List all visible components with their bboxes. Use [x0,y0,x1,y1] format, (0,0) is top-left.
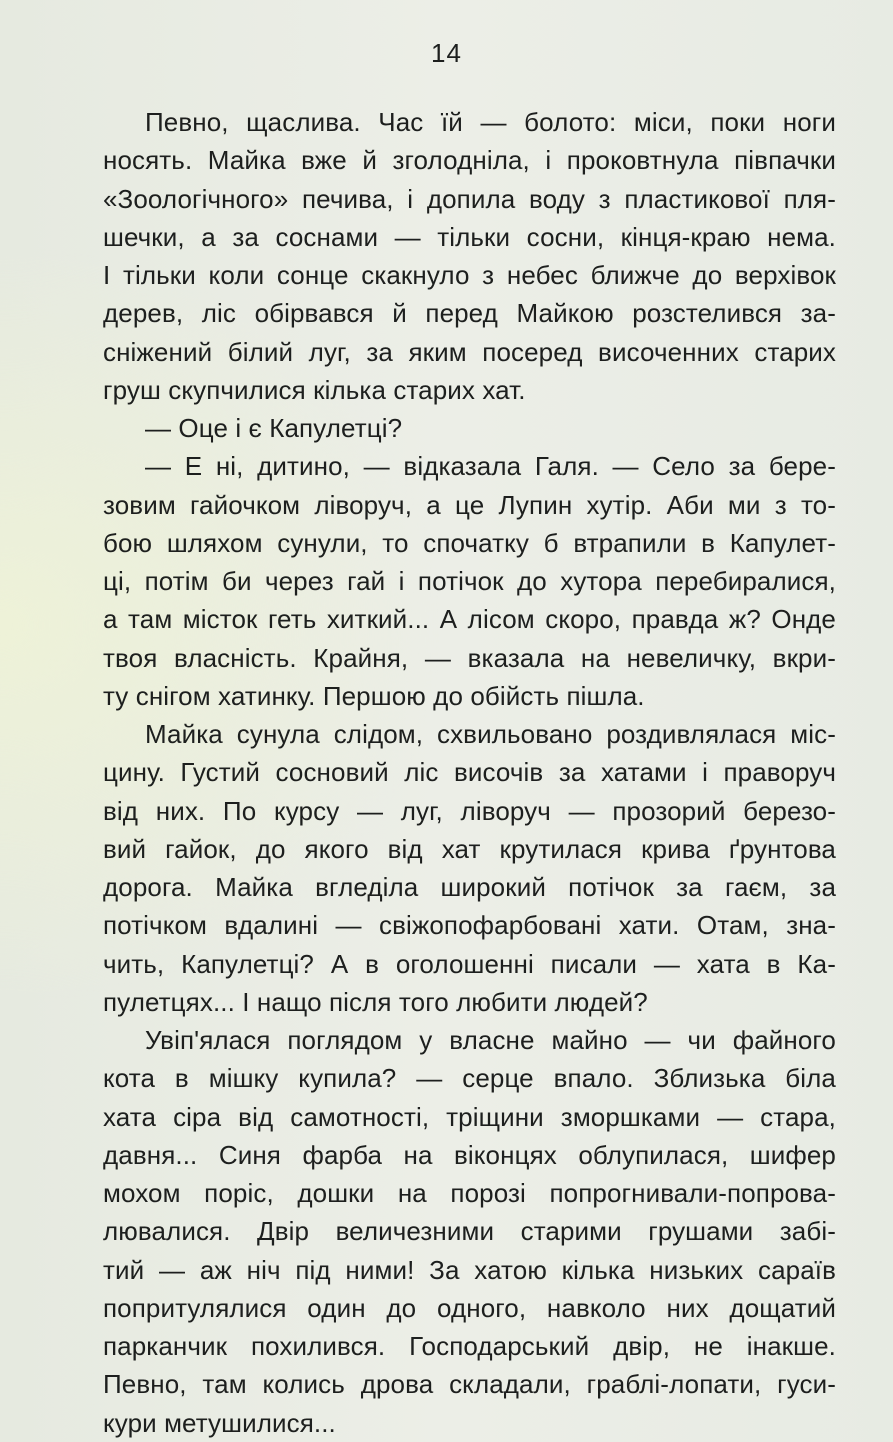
text-line: Майка сунула слідом, схвильовано роздивлялася міс- [145,719,836,749]
text-line: кури метушилися... [103,1407,336,1438]
text-line: — Е ні, дитино, — відказала Галя. — Село за бере- [145,451,836,482]
text-line: пулетцях... І нащо після того любити людей? [103,986,648,1017]
text-line: від них. По курсу — луг, ліворуч — прозорий березо- [103,795,836,826]
page-number: 14 [431,38,462,68]
text-line: груш скупчилися кілька старих хат. [103,374,526,405]
text-line: а там місток геть хиткий... А лісом скоро, правда ж? Онде [103,604,836,635]
text-line: сніжений білий луг, за яким посеред височенних старих [103,336,836,367]
text-line: хата сіра від самотності, тріщини зморшками — стара, [103,1101,836,1132]
text-line: потічком вдалині — свіжопофарбовані хати. Отам, зна- [103,910,836,941]
text-line: ту снігом хатинку. Першою до обійсть пішла. [103,680,645,711]
text-line: попритулялися один до одного, навколо них дощатий [103,1292,836,1323]
text-line: носять. Майка вже й зголодніла, і проковтнула півпачки [103,145,836,176]
text-line: вий гайок, до якого від хат крутилася крива ґрунтова [103,833,836,864]
text-line: кота в мішку купила? — серце впало. Зблизька біла [103,1063,836,1094]
text-line: дерев, ліс обірвався й перед Майкою розстелився за- [103,298,836,329]
body-text [103,103,836,1442]
text-line: Увіп'ялася поглядом у власне майно — чи файного [145,1025,836,1055]
text-line: зовим гайочком ліворуч, а це Лупин хутір. Аби ми з то- [103,489,836,520]
text-line: цину. Густий сосновий ліс височів за хатами і праворуч [103,757,836,788]
text-line: бою шляхом сунули, то спочатку б втрапили в Капулет- [103,527,836,558]
text-line: дорога. Майка вгледіла широкий потічок за гаєм, за [103,872,836,902]
text-line: давня... Синя фарба на віконцях облупилася, шифер [103,1139,836,1170]
text-line: чить, Капулетці? А в оголошенні писали — хата в Ка- [103,948,836,979]
text-line: Певно, там колись дрова складали, граблі-лопати, гуси- [103,1369,836,1400]
text-line: ці, потім би через гай і потічок до хутора перебиралися, [103,566,836,596]
text-line: твоя власність. Крайня, — вказала на невеличку, вкри- [103,642,836,673]
text-line: «Зоологічного» печива, і допила воду з пластикової пля- [103,183,836,214]
text-line: парканчик похилився. Господарський двір, не інакше. [103,1331,836,1361]
text-line: І тільки коли сонце скакнуло з небес ближче до верхівок [103,260,836,290]
text-line: лювалися. Двір величезними старими грушами забі- [103,1216,836,1247]
text-line: шечки, а за соснами — тільки сосни, кінця-краю нема. [103,221,836,252]
text-line: тий — аж ніч під ними! За хатою кілька низьких сараїв [103,1254,836,1285]
text-line: мохом поріс, дошки на порозі попрогнивали-пoпрова- [103,1178,836,1208]
text-line: Певно, щаслива. Час їй — болото: міси, поки ноги [145,107,836,137]
text-line: — Оце і є Капулетці? [145,413,403,443]
